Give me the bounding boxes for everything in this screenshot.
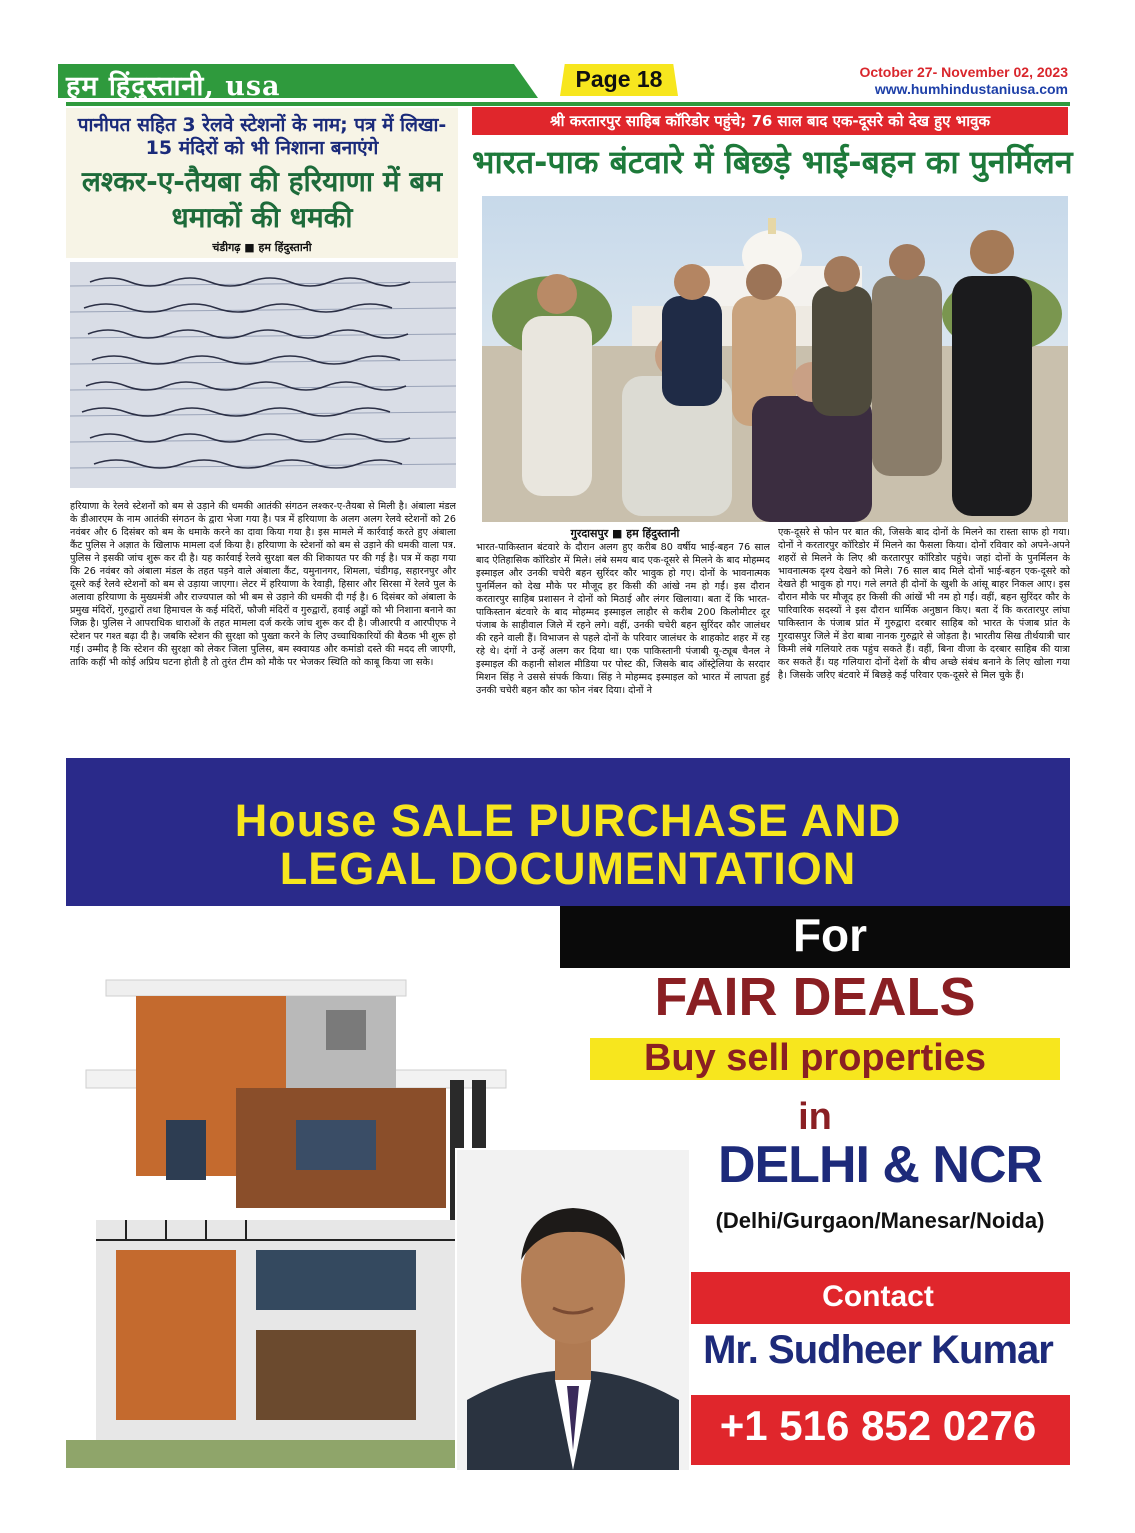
ad-contact-label: Contact [822,1280,934,1313]
issue-date: October 27- November 02, 2023 [859,64,1068,80]
ad-headline-line-1: House SALE PURCHASE AND [234,795,902,846]
right-story-column-2: एक-दूसरे से फोन पर बात की, जिसके बाद दोनों के मिलने का रास्ता साफ हो गया। दोनों ने करतारपुर कॉरिडोर में मिलने का फैसला किया। दोनों रविवार को अपने-अपने शहरों से मिलने के लिए श्री करतारपुर कॉरिडोर पहुंचे। जहां दोनों के पुनर्मिलन के भावनात्मक दृश्य देखने को मिले। 76 साल बाद मिले दोनों भाई-बहन एक-दूसरे को देखते ही भावुक हो गए। गले लगते ही दोनों के खुशी के आंसू बाहर निकल आए। इस दौरान मौके पर मौजूद हर किसी की आंखें भी नम हो गईं। वहीं, बहन सुरिंदर कौर के पारिवारिक सदस्यों ने इस दौरान धार्मिक अनुष्ठान किए। बता दें कि करतारपुर लांघा पाकिस्तान के पंजाब प्रांत में गुरुद्वारा दरबार साहिब को भारत के पंजाब प्रांत के गुरदासपुर जिले में डेरा बाबा नानक गुरुद्वारे से जोड़ता है। भारतीय सिख तीर्थयात्री चार किमी लंबे गलियारे तक पहुंच सकते हैं। वहीं, बिना वीजा के दरबार साहिब की यात्रा कर सकते हैं। यह गलियारा दोनों देशों के बीच अच्छे संबंध बनाने के लिए खोला गया है। जिसके जरिए बंटवारे में बिछड़े कई परिवार एक-दूसरे से मिल चुके हैं। [778,527,1070,681]
threat-letter-image [70,262,456,488]
newspaper-brand: हम हिंदुस्तानी, usa [66,71,281,102]
right-story-title: भारत-पाक बंटवारे में बिछड़े भाई-बहन का पुनर्मिलन [472,143,1073,181]
right-story-kicker: श्री करतारपुर साहिब कॉरिडोर पहुंचे; 76 साल बाद एक-दूसरे को देख हुए भावुक [550,112,990,130]
ad-contact-name: Mr. Sudheer Kumar [703,1328,1053,1372]
ad-areas: (Delhi/Gurgaon/Manesar/Noida) [715,1208,1045,1233]
website-link[interactable]: www.humhindustaniusa.com [874,81,1068,97]
ad-headline-line-2: LEGAL DOCUMENTATION [279,843,857,894]
ad-for-text: For [792,909,868,961]
header-rule [66,102,1070,106]
right-story-column-1: भारत-पाकिस्तान बंटवारे के दौरान अलग हुए करीब 80 वर्षीय भाई-बहन 76 साल बाद ऐतिहासिक कॉरिडोर में मिले। लंबे समय बाद एक-दूसरे से मिलने के बाद मोहम्मद इस्माइल और उनकी चचेरी बहन सुरिंदर कौर भावुक हो गए। दोनों के भावनात्मक पुनर्मिलन को देख मौके पर मौजूद हर किसी की आंखे नम हो गईं। इस दौरान करतारपुर साहिब प्रशासन ने दोनों को मिठाई और लंगर खिलाया। बता दें कि भारत-पाकिस्तान बंटवारे के बाद मोहम्मद इस्माइल लाहौर से करीब 200 किलोमीटर दूर पंजाब के साहीवाल जिले में रहने लगे। वहीं, उनकी चचेरी बहन सुरिंदर कौर जालंधर की रहने वाली हैं। विभाजन से पहले दोनों के परिवार जालंधर के शाहकोट शहर में रह रहे थे। दंगों ने उन्हें अलग कर दिया था। एक पाकिस्तानी पंजाबी यू-ट्यूब चैनल ने इस्माइल की कहानी सोशल मीडिया पर पोस्ट की, जिसके बाद ऑस्ट्रेलिया के सरदार मिशन सिंह ने उससे संपर्क किया। सिंह ने मोहम्मद इस्माइल को भारत में लापता हुई उनकी चचेरी बहन कौर का फोन नंबर दिया। दोनों ने [476,542,770,696]
ad-fair-deals: FAIR DEALS [654,967,976,1027]
ad-in-text: in [798,1096,832,1138]
reunion-photo [482,196,1068,522]
left-story-body: हरियाणा के रेलवे स्टेशनों को बम से उड़ाने की धमकी आतंकी संगठन लश्कर-ए-तैयबा से मिली है। अंबाला मंडल के डीआरएम के नाम आतंकी संगठन के द्वारा भेजा गया है। पत्र में हरियाणा के अलग अलग रेलवे स्टेशनों को 26 नवंबर और 6 दिसंबर को बम के धमाके करने का दावा किया गया है। इस मामले में कार्रवाई करते हुए अंबाला कैंट पुलिस ने अज्ञात के खिलाफ मामला दर्ज किया है। हरियाणा के स्टेशनों को बम से उड़ाने की धमकी वाला पत्र. पुलिस ने इसकी जांच शुरू कर दी है। यह कार्रवाई रेलवे सुरक्षा बल की शिकायत पर की गई है। पत्र में कहा गया कि 26 नवंबर को अंबाला मंडल के तहत पड़ने वाले अंबाला कैंट, यमुनानगर, शिमला, चंडीगढ़, सहारनपुर और दूसरे कई रेलवे स्टेशनों को बम से उड़ाया जाएगा। लेटर में हरियाणा के रेवाड़ी, हिसार और सिरसा में रेलवे पुल के अलावा हरियाणा के मुख्यमंत्री और राज्यपाल को भी बम से उड़ाने की धमकी दी गई है। 6 दिसंबर को अंबाला के प्रमुख मंदिरों, गुरुद्वारों तथा हिमाचल के कई मंदिरों, फौजी मंदिरों व गुरुद्वारों, हवाई अड्डों को भी निशाना बनाने का जिक्र है। पुलिस ने आपराधिक धाराओं के तहत मामला दर्ज करके जांच शुरू कर दी है। जीआरपी व आरपीएफ ने स्टेशन पर गश्त बढ़ा दी है। जबकि स्टेशन की सुरक्षा को पुख्ता करने के लिए उच्चाधिकारियों की बैठक भी शुरू हो गई। उम्मीद है कि स्टेशन की सुरक्षा को लेकर जिला पुलिस, बम स्क्वायड और कमांडो दस्ते की मदद ली जाएगी, ताकि कहीं भी कोई अप्रिय घटना होती है तो तुरंत टीम को मौके पर भेजकर स्थिति को काबू किया जा सके। [70,501,456,668]
ad-headline [66,797,1070,893]
left-story-dateline: चंडीगढ़ ■ हम हिंदुस्तानी [212,241,312,254]
contact-portrait [455,1148,691,1472]
ad-phone-number[interactable]: +1 516 852 0276 [719,1402,1037,1449]
ad-buy-sell: Buy sell properties [643,1037,987,1079]
ad-city: DELHI & NCR [717,1136,1043,1194]
right-story-dateline: गुरदासपुर ■ हम हिंदुस्तानी [570,527,680,540]
left-story-kicker: पानीपत सहित 3 रेलवे स्टेशनों के नाम; पत्र में लिखा- 15 मंदिरों को भी निशाना बनाएंगे [77,114,447,159]
page-number: Page 18 [575,66,663,92]
left-story-title: लश्कर-ए-तैयबा की हरियाणा में बम धमाकों की धमकी [81,165,443,234]
